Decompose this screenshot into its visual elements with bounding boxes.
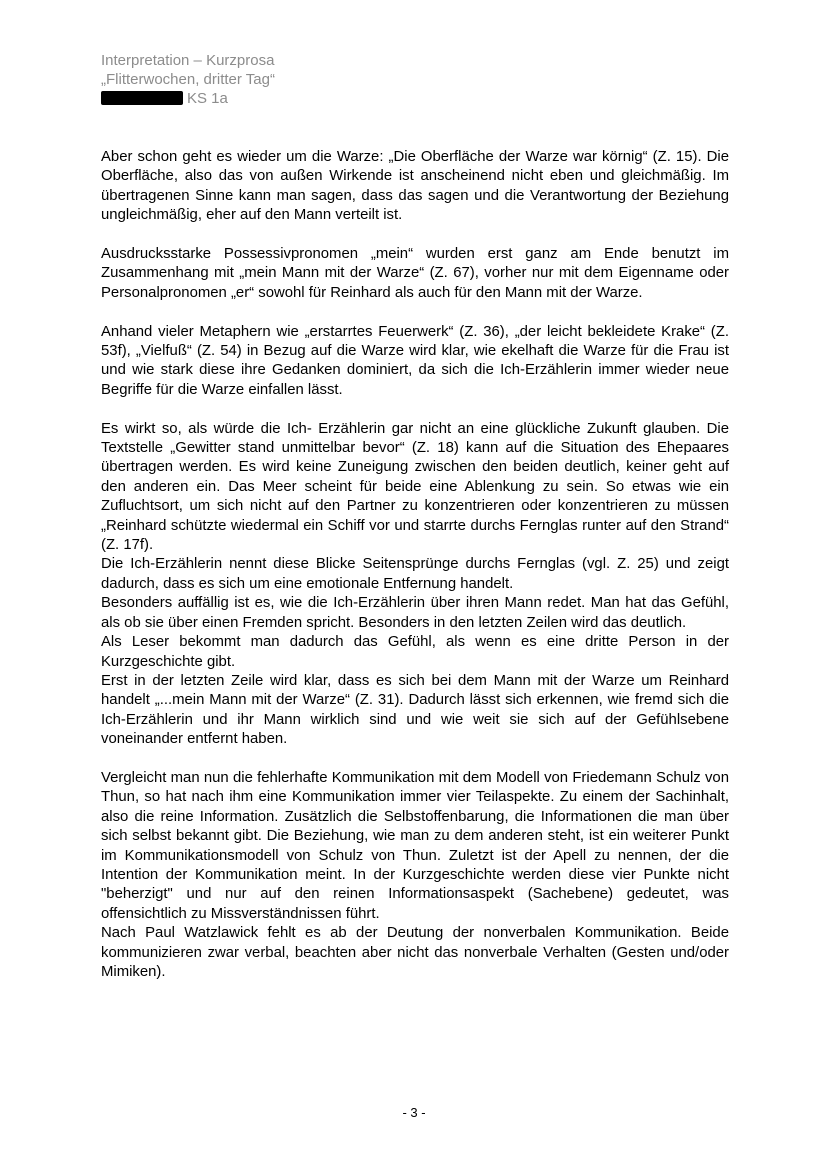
body-paragraph: Die Ich-Erzählerin nennt diese Blicke Seitensprünge durchs Fernglas (vgl. Z. 25) und zeigt dadurch, dass es sich um eine emotionale Entfernung handelt. xyxy=(101,556,729,592)
body-paragraph: Nach Paul Watzlawick fehlt es ab der Deutung der nonverbalen Kommunikation. Beide kommunizieren zwar verbal, beachten aber nicht das nonverbale Verhalten (Gesten und/oder Mimiken). xyxy=(101,925,729,980)
document-header xyxy=(101,51,275,108)
page-number: - 3 - xyxy=(402,1105,426,1120)
body-paragraph: Vergleicht man nun die fehlerhafte Kommunikation mit dem Modell von Friedemann Schulz von Thun, so hat nach ihm eine Kommunikation immer vier Teilaspekte. Zu einem der Sachinhalt, also die reine Information. Zusätzlich die Selbstoffenbarung, die Informationen die man über sich selbst bekannt gibt. Die Beziehung, wie man zu dem anderen steht, ist ein weiterer Punkt im Kommunikationsmodell von Schulz von Thun. Zuletzt ist der Apell zu nennen, der die Intention der Kommunikation meint. In der Kurzgeschichte werden diese vier Punkte nicht "beherzigt" und nur auf den reinen Informationsaspekt (Sachebene) gedeutet, was offensichtlich zu Missverständnissen führt. xyxy=(101,769,729,922)
header-class-line xyxy=(101,89,275,108)
document-body xyxy=(101,148,729,982)
header-title: Interpretation – Kurzprosa xyxy=(101,52,275,69)
header-class-label: KS 1a xyxy=(187,90,228,107)
body-paragraph: Erst in der letzten Zeile wird klar, dass es sich bei dem Mann mit der Warze um Reinhard handelt „...mein Mann mit der Warze“ (Z. 31). Dadurch lässt sich erkennen, wie fremd sich die Ich-Erzählerin und ihr Mann wirklich sind und wie weit sie sich auf der Gefühlsebene voneinander entfernt haben. xyxy=(101,672,729,748)
body-paragraph: Es wirkt so, als würde die Ich- Erzählerin gar nicht an eine glückliche Zukunft glauben. Die Textstelle „Gewitter stand unmittelbar bevor“ (Z. 18) kann auf die Situation des Ehepaares übertragen werden. Es wird keine Zuneigung zwischen den beiden deutlich, keiner geht auf den anderen ein. Das Meer scheint für beide eine Ablenkung zu sein. So etwas wie ein Zufluchtsort, um sich nicht auf den Partner zu konzentrieren oder konzentrieren zu müssen „Reinhard schützte wiedermal ein Schiff vor und starrte durchs Fernglas runter auf den Strand“ (Z. 17f). xyxy=(101,420,729,554)
redacted-name-bar xyxy=(101,91,183,105)
body-paragraph: Anhand vieler Metaphern wie „erstarrtes Feuerwerk“ (Z. 36), „der leicht bekleidete Krake“ (Z. 53f), „Vielfuß“ (Z. 54) in Bezug auf die Warze wird klar, wie ekelhaft die Warze für die Frau ist und wie stark diese ihre Gedanken dominiert, da sich die Ich-Erzählerin immer wieder neue Begriffe für die Warze einfallen lässt. xyxy=(101,323,729,398)
body-paragraph: Besonders auffällig ist es, wie die Ich-Erzählerin über ihren Mann redet. Man hat das Gefühl, als ob sie über einen Fremden spricht. Besonders in den letzten Zeilen wird das deutlich. xyxy=(101,595,729,631)
body-paragraph: Als Leser bekommt man dadurch das Gefühl, als wenn es eine dritte Person in der Kurzgeschichte gibt. xyxy=(101,634,729,670)
body-paragraph: Aber schon geht es wieder um die Warze: „Die Oberfläche der Warze war körnig“ (Z. 15). Die Oberfläche, also das von außen Wirkende ist anscheinend nicht eben und gleichmäßig. Im übertragenen Sinne kann man sagen, dass das sagen und die Verantwortung der Beziehung ungleichmäßig, eher auf den Mann verteilt ist. xyxy=(101,149,729,224)
body-paragraph: Ausdrucksstarke Possessivpronomen „mein“ wurden erst ganz am Ende benutzt im Zusammenhang mit „mein Mann mit der Warze“ (Z. 67), vorher nur mit dem Eigenname oder Personalpronomen „er“ sowohl für Reinhard als auch für den Mann mit der Warze. xyxy=(101,246,729,301)
header-subtitle: „Flitterwochen, dritter Tag“ xyxy=(101,71,275,88)
